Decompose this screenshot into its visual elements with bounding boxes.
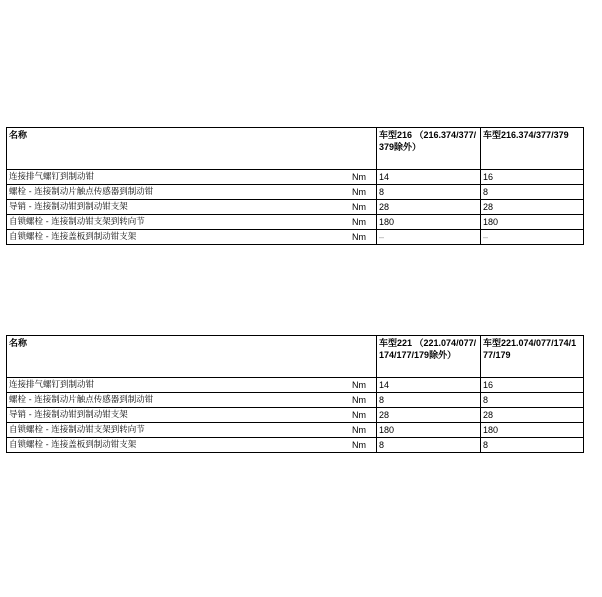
row-name: 螺栓 - 连接制动片触点传感器到制动钳 [7, 185, 197, 200]
table-row [7, 230, 584, 245]
row-value-b: 8 [481, 438, 584, 453]
row-name: 连接排气螺钉到制动钳 [7, 170, 197, 185]
table-row [7, 170, 584, 185]
row-unit: Nm [197, 170, 377, 185]
header-model-b: 车型216.374/377/379 [481, 128, 584, 170]
row-value-a: 28 [377, 408, 481, 423]
row-unit: Nm [197, 185, 377, 200]
row-value-a: 8 [377, 393, 481, 408]
header-name: 名称 [7, 128, 377, 170]
torque-table-216 [6, 127, 584, 245]
row-value-b: 180 [481, 215, 584, 230]
row-unit: Nm [197, 423, 377, 438]
table-row [7, 185, 584, 200]
row-name: 自锁螺栓 - 连接制动钳支架到转向节 [7, 423, 197, 438]
row-value-b: 8 [481, 393, 584, 408]
row-name: 连接排气螺钉到制动钳 [7, 378, 197, 393]
table-row [7, 423, 584, 438]
row-name: 螺栓 - 连接制动片触点传感器到制动钳 [7, 393, 197, 408]
row-name: 自锁螺栓 - 连接盖板到制动钳支架 [7, 230, 197, 245]
table-row [7, 408, 584, 423]
header-model-a: 车型221 （221.074/077/174/177/179除外） [377, 336, 481, 378]
row-unit: Nm [197, 200, 377, 215]
table-header-row [7, 128, 584, 170]
table-row [7, 215, 584, 230]
row-name: 导销 - 连接制动钳到制动钳支架 [7, 408, 197, 423]
row-value-b: 16 [481, 170, 584, 185]
row-value-b: 180 [481, 423, 584, 438]
header-model-a: 车型216 （216.374/377/379除外） [377, 128, 481, 170]
row-unit: Nm [197, 378, 377, 393]
row-unit: Nm [197, 408, 377, 423]
row-value-a: 28 [377, 200, 481, 215]
row-value-b: 16 [481, 378, 584, 393]
row-name: 自锁螺栓 - 连接制动钳支架到转向节 [7, 215, 197, 230]
row-value-a: 8 [377, 438, 481, 453]
row-unit: Nm [197, 438, 377, 453]
row-unit: Nm [197, 393, 377, 408]
table-row [7, 200, 584, 215]
header-model-b: 车型221.074/077/174/177/179 [481, 336, 584, 378]
table-row [7, 378, 584, 393]
row-value-b: 28 [481, 408, 584, 423]
row-value-a: 180 [377, 215, 481, 230]
header-name: 名称 [7, 336, 377, 378]
row-value-a: 8 [377, 185, 481, 200]
row-unit: Nm [197, 230, 377, 245]
row-value-b: 8 [481, 185, 584, 200]
torque-table-221 [6, 335, 584, 453]
table-row [7, 438, 584, 453]
table-row [7, 393, 584, 408]
row-value-b: 28 [481, 200, 584, 215]
row-value-a: 14 [377, 170, 481, 185]
row-name: 自锁螺栓 - 连接盖板到制动钳支架 [7, 438, 197, 453]
row-value-a: 14 [377, 378, 481, 393]
row-name: 导销 - 连接制动钳到制动钳支架 [7, 200, 197, 215]
row-value-a: 180 [377, 423, 481, 438]
row-value-a: – [377, 230, 481, 245]
row-value-b: – [481, 230, 584, 245]
row-unit: Nm [197, 215, 377, 230]
table-header-row [7, 336, 584, 378]
